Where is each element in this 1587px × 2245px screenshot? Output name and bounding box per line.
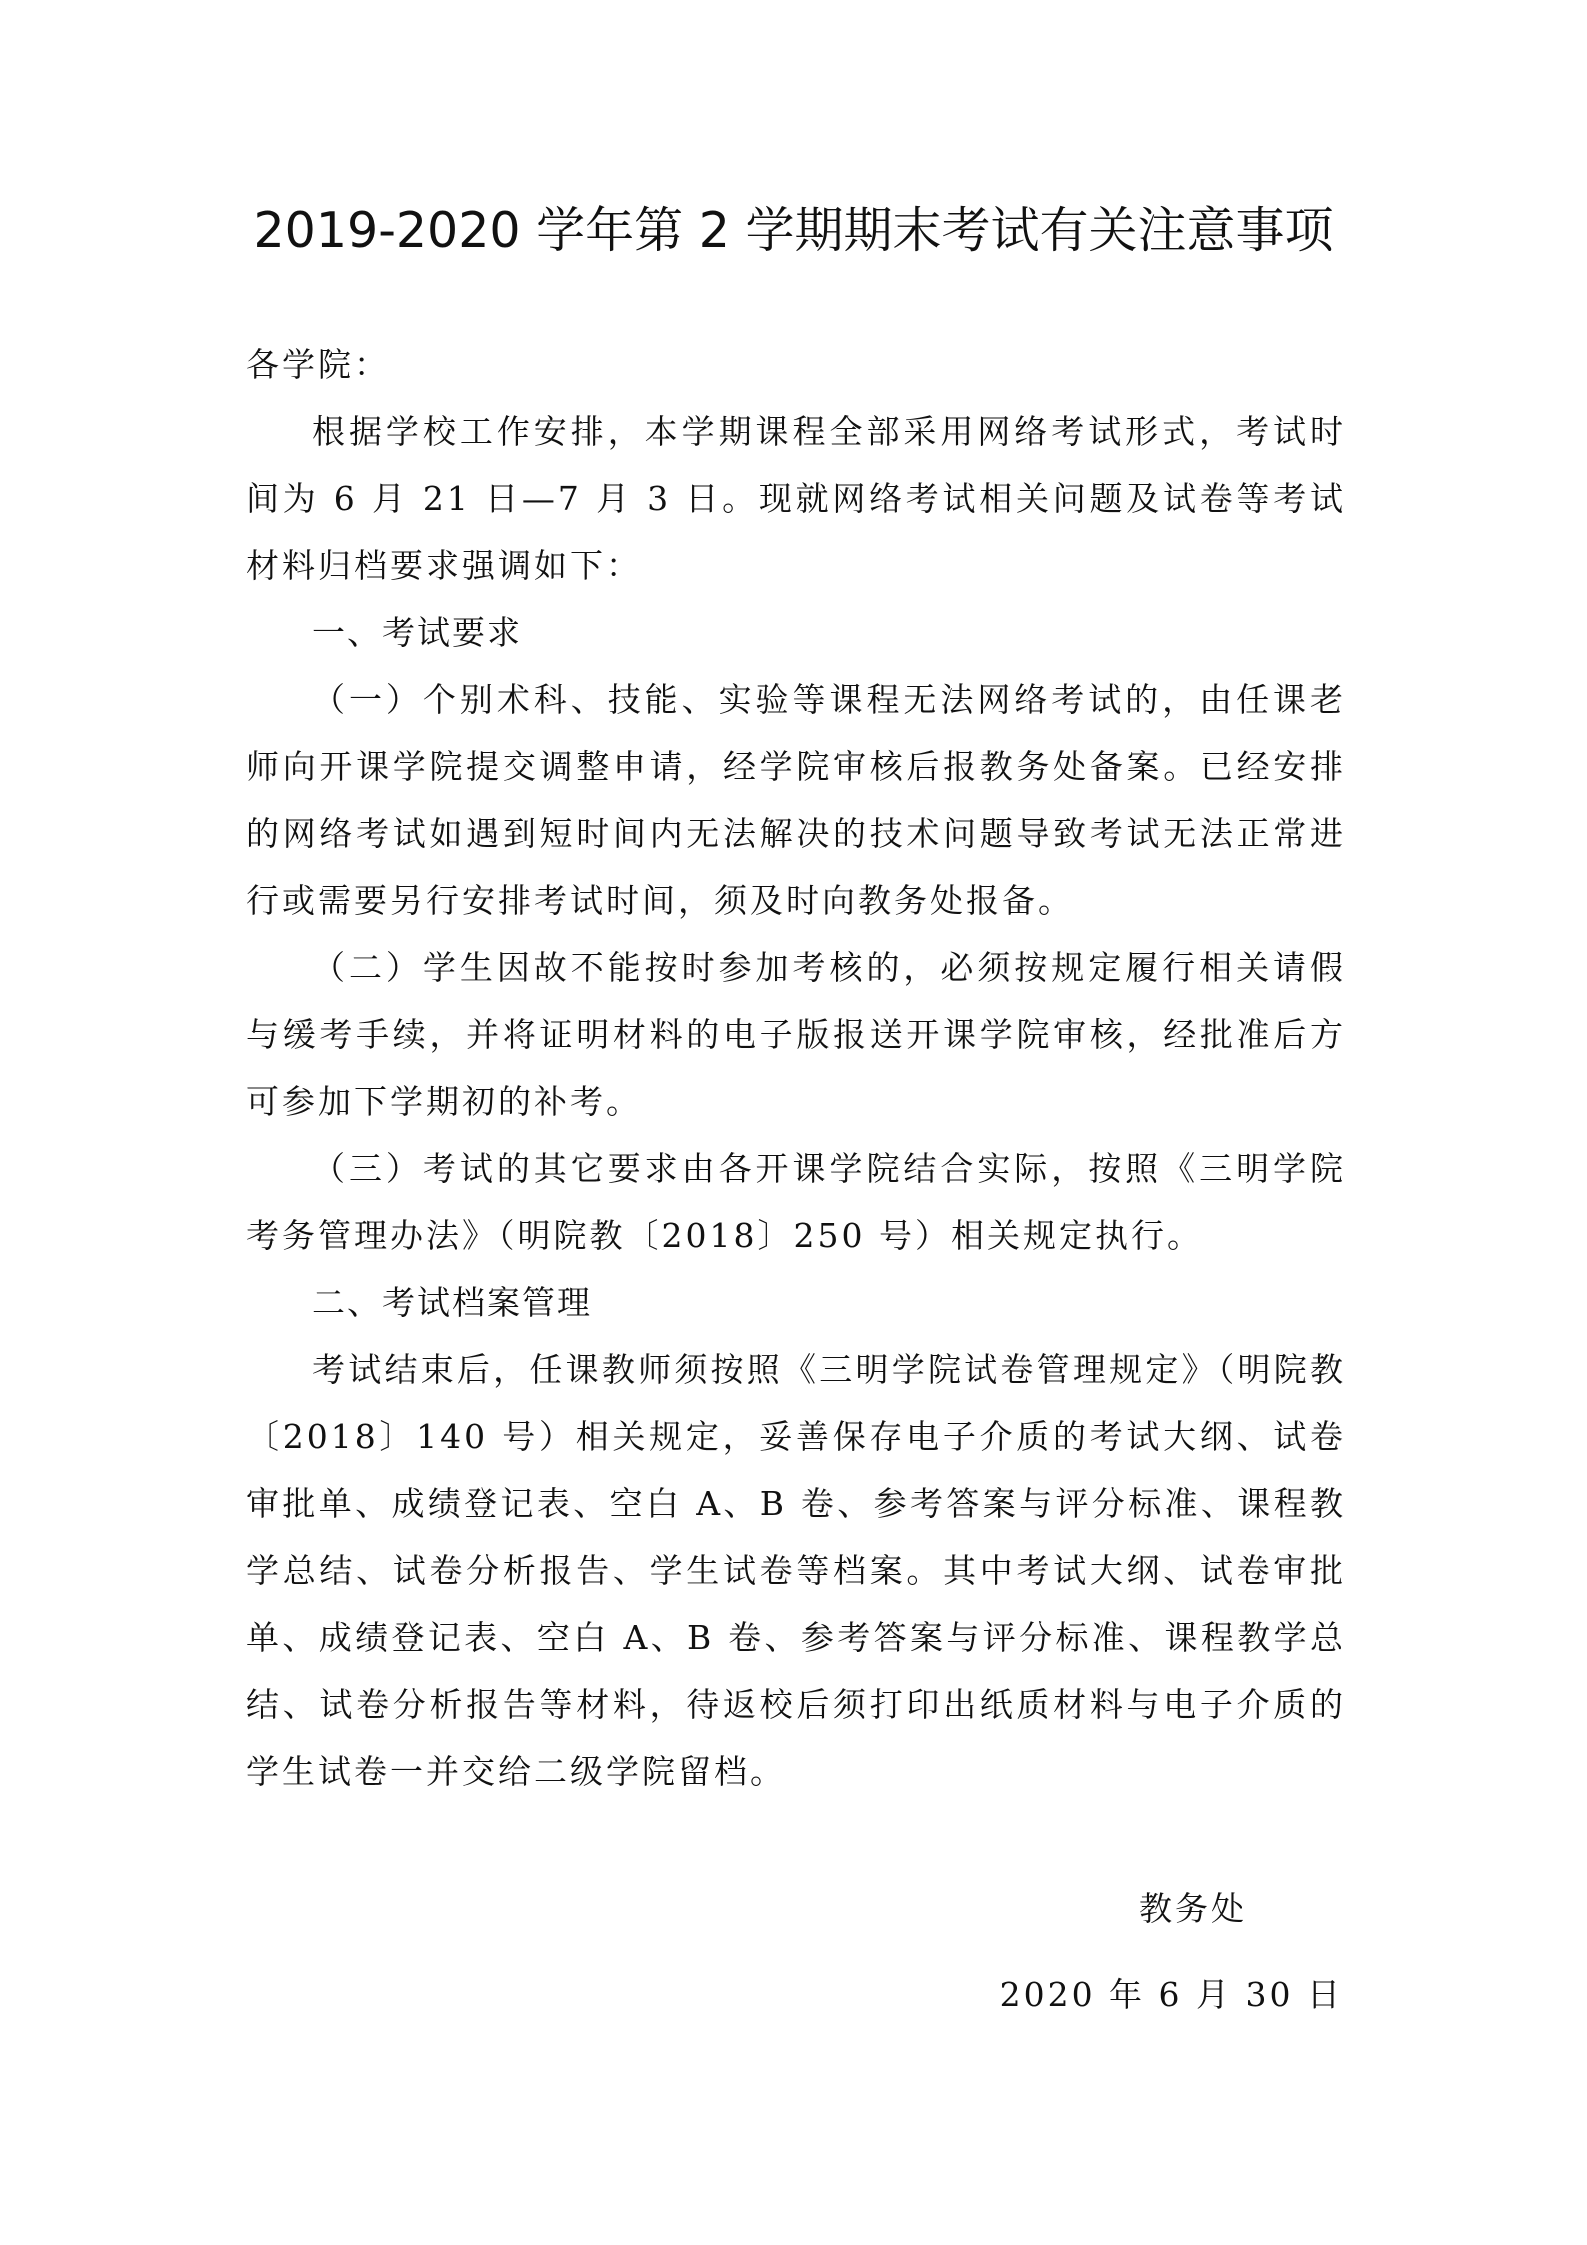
salutation: 各学院： bbox=[246, 345, 390, 384]
document-body bbox=[246, 331, 1346, 1805]
archive-management-paragraph: 考试结束后，任课教师须按照《三明学院试卷管理规定》（明院教〔2018〕140 号）相关规定，妥善保存电子介质的考试大纲、试卷审批单、成绩登记表、空白 A、B 卷、参考答案与评分标准、课程教学总结、试卷分析报告、学生试卷等档案。其中考试大纲、试卷审批单、成绩登记表、空白 A、B 卷、参考答案与评分标准、课程教学总结、试卷分析报告等材料，待返校后须打印出纸质材料与电子介质的学生试卷一并交给二级学院留档。 bbox=[246, 1350, 1346, 1791]
requirement-item-1: （一）个别术科、技能、实验等课程无法网络考试的，由任课老师向开课学院提交调整申请，经学院审核后报教务处备案。已经安排的网络考试如遇到短时间内无法解决的技术问题导致考试无法正常进行或需要另行安排考试时间，须及时向教务处报备。 bbox=[246, 680, 1346, 920]
issue-date: 2020 年 6 月 30 日 bbox=[999, 1975, 1343, 2014]
section-heading-exam-requirements: 一、考试要求 bbox=[312, 613, 522, 652]
issuing-organization: 教务处 bbox=[1139, 1889, 1247, 1928]
document-title: 2019-2020 学年第 2 学期期末考试有关注意事项 bbox=[253, 202, 1334, 259]
intro-paragraph: 根据学校工作安排，本学期课程全部采用网络考试形式，考试时间为 6 月 21 日—7 月 3 日。现就网络考试相关问题及试卷等考试材料归档要求强调如下： bbox=[246, 412, 1346, 585]
signature-block bbox=[1000, 1866, 1343, 2038]
section-heading-archive-management: 二、考试档案管理 bbox=[312, 1283, 592, 1322]
requirement-item-2: （二）学生因故不能按时参加考核的，必须按规定履行相关请假与缓考手续，并将证明材料的电子版报送开课学院审核，经批准后方可参加下学期初的补考。 bbox=[246, 948, 1346, 1121]
requirement-item-3: （三）考试的其它要求由各开课学院结合实际，按照《三明学院考务管理办法》（明院教〔2018〕250 号）相关规定执行。 bbox=[246, 1149, 1346, 1255]
